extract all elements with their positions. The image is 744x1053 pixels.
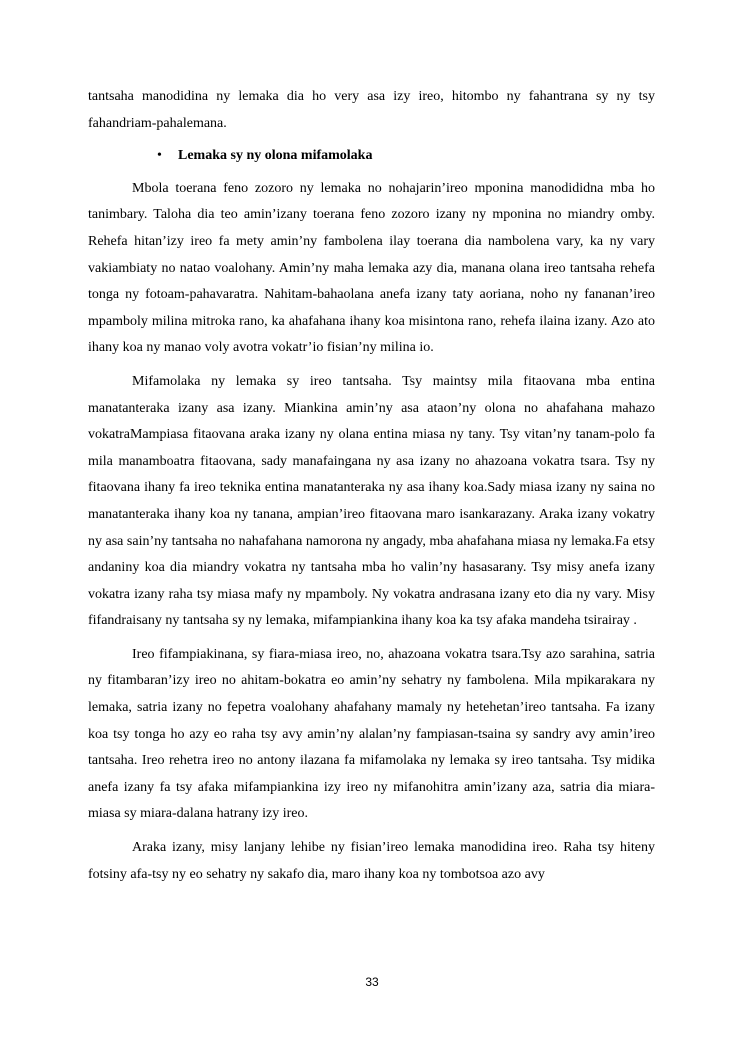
body-paragraph: Mifamolaka ny lemaka sy ireo tantsaha. Tsy maintsy mila fitaovana mba entina manatanteraka izany asa izany. Miankina amin’ny asa ataon’ny olona no ahafahana mahazo vokatraMampiasa fitaovana araka izany ny olana entina miasa ny tany. Tsy vitan’ny tanam-polo fa mila manamboatra fitaovana, sady manafaingana ny asa izany no ahazoana vokatra tsara. Tsy ny fitaovana ihany fa ireo teknika entina manatanteraka ny asa ihany koa.Sady miasa izany ny saina no manatanteraka ihany koa ny tanana, ampian’ireo fitaovana maro isankarazany. Araka izany vokatry ny asa sain’ny tantsaha no nahafahana namorona ny angady, mba ahafahana miasa ny lemaka.Fa etsy andaniny koa dia miandry vokatra ny tantsaha mba ho valin’ny hasasarany. Tsy misy anefa izany vokatra izany raha tsy miasa mafy ny mpamboly. Ny vokatra andrasana izany eto dia ny vary. Misy fifandraisany ny tantsaha sy ny lemaka, mifampiankina ihany koa ka tsy afaka mandeha tsirairay . — [88, 373, 655, 629]
section-heading — [88, 143, 655, 170]
body-paragraph: Mbola toerana feno zozoro ny lemaka no nohajarin’ireo mponina manodididna mba ho tanimbary. Taloha dia teo amin’izany toerana feno zozoro izany ny mponina no miandry omby. Rehefa hitan’izy ireo fa mety amin’ny fambolena ilay toerana dia nambolena vary, ka ny vary vakiambiaty no natao voalohany. Amin’ny maha lemaka azy dia, manana olana ireo tantsaha rehefa tonga ny fotoam-pahavaratra. Nahitam-bahaolana anefa izany taty aoriana, noho ny fananan’ireo mpamboly milina mitroka rano, ka ahafahana ihany koa misintona rano, rehefa ilaina izany. Azo ato ihany koa ny manao voly avotra vokatr’io fisian’ny milina io. — [88, 180, 655, 356]
body-paragraph: Araka izany, misy lanjany lehibe ny fisian’ireo lemaka manodidina ireo. Raha tsy hiteny fotsiny afa-tsy ny eo sehatry ny sakafo dia, maro ihany koa ny tombotsoa azo avy — [88, 840, 655, 882]
page-number: 33 — [365, 975, 379, 989]
document-page — [88, 84, 655, 888]
body-paragraph: Ireo fifampiakinana, sy fiara-miasa ireo, no, ahazoana vokatra tsara.Tsy azo sarahina, satria ny fitambaran’izy ireo no ahitam-bokatra eo amin’ny sehatry ny fambolena. Mila mpikarakara ny lemaka, satria izany no fepetra voalohany ahafahany mamaly ny hetehetan’ireo tantsaha. Fa izany koa tsy tonga ho azy eo raha tsy avy amin’ny alalan’ny fampiasan-tsaina sy sandry avy amin’ireo tantsaha. Ireo rehetra ireo no antony ilazana fa mifamolaka ny lemaka sy ireo tantsaha. Tsy midika anefa izany fa tsy afaka mifampiankina izy ireo ny mifanohitra amin’izany aza, satria dia miara-miasa sy miara-dalana hatrany izy ireo. — [88, 646, 655, 822]
intro-paragraph: tantsaha manodidina ny lemaka dia ho very asa izy ireo, hitombo ny fahantrana sy ny tsy fahandriam-pahalemana. — [88, 89, 655, 131]
section-heading-text: Lemaka sy ny olona mifamolaka — [178, 148, 373, 164]
bullet-icon: • — [157, 148, 162, 164]
